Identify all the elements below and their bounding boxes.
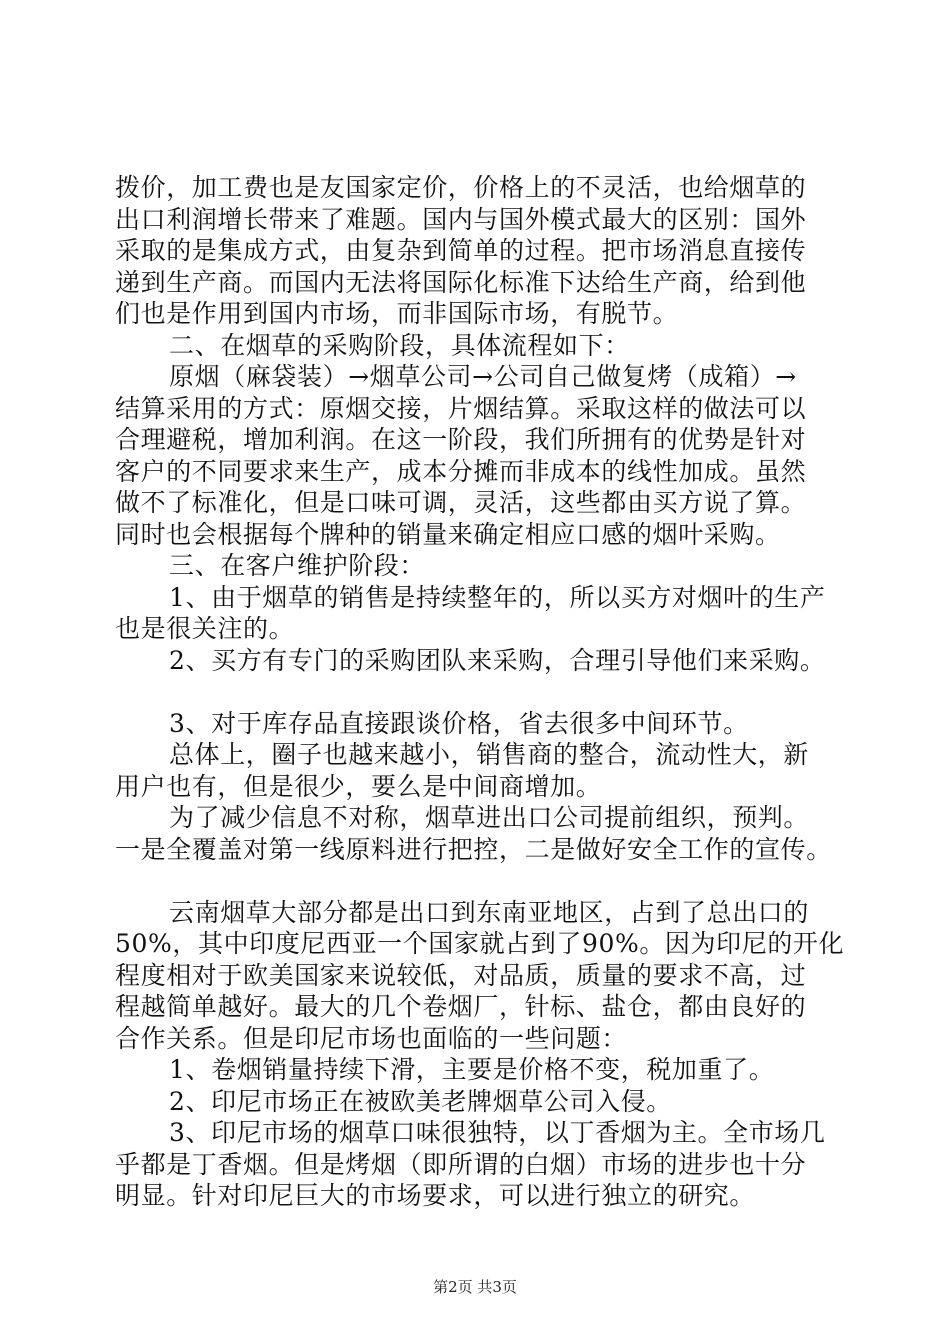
list-item: 3、对于库存品直接跟谈价格，省去很多中间环节。 <box>169 708 749 738</box>
section-heading: 二、在烟草的采购阶段，具体流程如下： <box>169 330 630 360</box>
blank-line <box>115 676 840 708</box>
text-line: 为了减少信息不对称，烟草进出口公司提前组织，预判。 <box>169 803 810 832</box>
text-line: 用户也有，但是很少，要么是中间商增加。 <box>115 771 602 801</box>
text-line: 程度相对于欧美国家来说较低，对品质，质量的要求不高，过 <box>115 960 807 990</box>
document-body <box>115 172 845 1212</box>
section-heading: 三、在客户维护阶段： <box>169 551 426 580</box>
text-line: 结算采用的方式：原烟交接，片烟结算。采取这样的做法可以 <box>115 393 807 423</box>
text-line: 50%，其中印度尼西亚一个国家就占到了90%。因为印尼的开化 <box>115 929 845 958</box>
text-line: 云南烟草大部分都是出口到东南亚地区，占到了总出口的 <box>169 897 810 927</box>
list-item: 3、印尼市场的烟草口味很独特，以丁香烟为主。全市场几 <box>169 1118 826 1147</box>
text-line: 客户的不同要求来生产，成本分摊而非成本的线性加成。虽然 <box>115 456 807 486</box>
list-item: 1、卷烟销量持续下滑，主要是价格不变，税加重了。 <box>169 1055 775 1084</box>
text-line: 出口利润增长带来了难题。国内与国外模式最大的区别：国外 <box>115 204 807 234</box>
text-line: 们也是作用到国内市场，而非国际市场，有脱节。 <box>115 299 679 328</box>
text-line: 明显。针对印尼巨大的市场要求，可以进行独立的研究。 <box>115 1181 756 1210</box>
text-line: 程越简单越好。最大的几个卷烟厂，针标、盐仓，都由良好的 <box>115 992 807 1021</box>
text-line: 同时也会根据每个牌种的销量来确定相应口感的烟叶采购。 <box>115 519 781 549</box>
list-item: 2、印尼市场正在被欧美老牌烟草公司入侵。 <box>169 1086 672 1116</box>
text-line: 一是全覆盖对第一线原料进行把控，二是做好安全工作的宣传。 <box>115 834 832 864</box>
text-line: 拨价，加工费也是友国家定价，价格上的不灵活，也给烟草的 <box>115 173 807 202</box>
text-line: 乎都是丁香烟。但是烤烟（即所谓的白烟）市场的进步也十分 <box>115 1149 807 1179</box>
text-line: 原烟（麻袋装）→烟草公司→公司自己做复烤（成箱）→ <box>169 362 797 391</box>
text-line: 采取的是集成方式，由复杂到简单的过程。把市场消息直接传 <box>115 236 807 265</box>
text-line: 递到生产商。而国内无法将国际化标准下达给生产商，给到他 <box>115 267 807 297</box>
list-item: 2、买方有专门的采购团队来采购，合理引导他们来采购。 <box>169 645 826 675</box>
page-number-footer: 第2页 共3页 <box>433 1278 517 1296</box>
text-line: 合作关系。但是印尼市场也面临的一些问题： <box>115 1023 628 1053</box>
list-item: 1、由于烟草的销售是持续整年的，所以买方对烟叶的生产 <box>169 582 826 612</box>
text-line: 总体上，圈子也越来越小，销售商的整合，流动性大，新 <box>169 740 810 769</box>
text-line: 合理避税，增加利润。在这一阶段，我们所拥有的优势是针对 <box>115 425 807 454</box>
text-line: 也是很关注的。 <box>115 614 295 643</box>
text-line: 做不了标准化，但是口味可调，灵活，这些都由买方说了算。 <box>115 488 807 517</box>
blank-line <box>115 865 840 897</box>
